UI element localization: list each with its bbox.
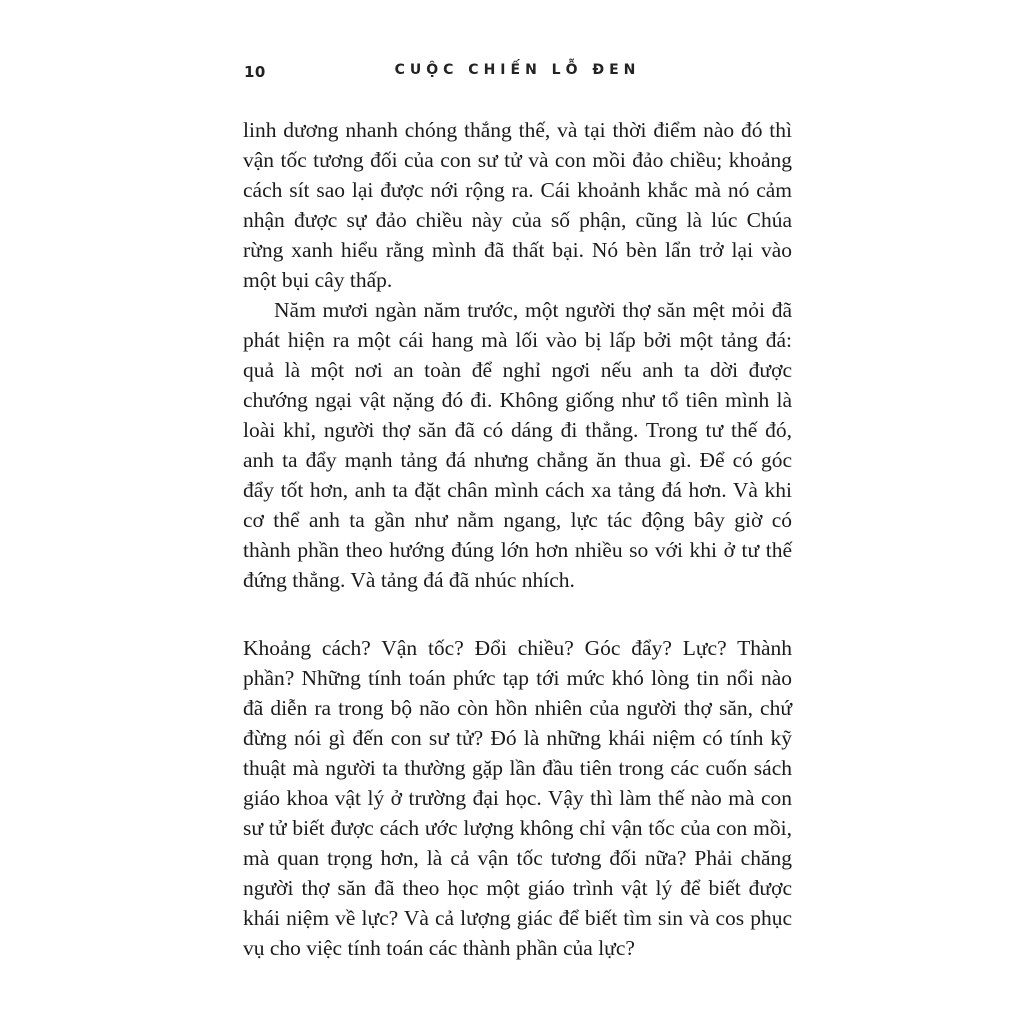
page-content [243,62,792,963]
paragraph: Năm mươi ngàn năm trước, một người thợ săn mệt mỏi đã phát hiện ra một cái hang mà lối vào bị lấp bởi một tảng đá: quả là một nơi an toàn để nghỉ ngơi nếu anh ta dời được chướng ngại vật nặng đó đi. Không giống như tổ tiên mình là loài khỉ, người thợ săn đã có dáng đi thẳng. Trong tư thế đó, anh ta đẩy mạnh tảng đá nhưng chẳng ăn thua gì. Để có góc đẩy tốt hơn, anh ta đặt chân mình cách xa tảng đá hơn. Và khi cơ thể anh ta gần như nằm ngang, lực tác động bây giờ có thành phần theo hướng đúng lớn hơn nhiều so với khi ở tư thế đứng thẳng. Và tảng đá đã nhúc nhích. [243,298,792,592]
paragraph: Khoảng cách? Vận tốc? Đổi chiều? Góc đẩy? Lực? Thành phần? Những tính toán phức tạp tới mức khó lòng tin nổi nào đã diễn ra trong bộ não còn hồn nhiên của người thợ săn, chứ đừng nói gì đến con sư tử? Đó là những khái niệm có tính kỹ thuật mà người ta thường gặp lần đầu tiên trong các cuốn sách giáo khoa vật lý ở trường đại học. Vậy thì làm thế nào mà con sư tử biết được cách ước lượng không chỉ vận tốc của con mồi, mà quan trọng hơn, là cả vận tốc tương đối nữa? Phải chăng người thợ săn đã theo học một giáo trình vật lý để biết được khái niệm về lực? Và cả lượng giác để biết tìm sin và cos phục vụ cho việc tính toán các thành phần của lực? [243,636,792,960]
running-title: CUỘC CHIẾN LỖ ĐEN [394,62,641,78]
page-number: 10 [244,63,266,81]
paragraph: linh dương nhanh chóng thắng thế, và tại thời điểm nào đó thì vận tốc tương đối của con sư tử và con mồi đảo chiều; khoảng cách sít sao lại được nới rộng ra. Cái khoảnh khắc mà nó cảm nhận được sự đảo chiều này của số phận, cũng là lúc Chúa rừng xanh hiểu rằng mình đã thất bại. Nó bèn lẩn trở lại vào một bụi cây thấp. [243,118,792,292]
body-text [243,115,792,963]
running-header [243,62,792,82]
